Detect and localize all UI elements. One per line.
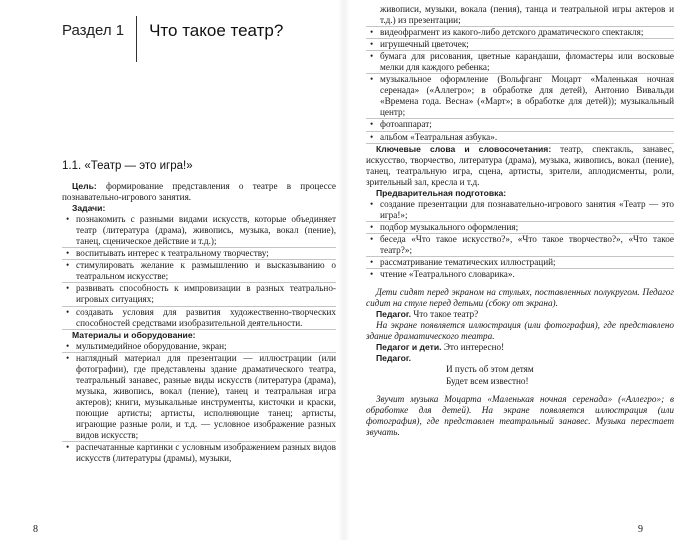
list-item: • создавать условия для развития художественно-творческих способностей средствами изобразительной деятельности. <box>62 306 336 329</box>
bullet-icon: • <box>370 27 374 38</box>
section-label: Раздел 1 <box>62 22 125 39</box>
list-item: • чтение «Театрального словарика». <box>366 268 674 280</box>
section-title: Что такое театр? <box>149 21 284 40</box>
verse-line: Будет всем известно! <box>446 375 529 386</box>
list-item: • наглядный материал для презентации — иллюстрации (или фотографии), где представлены здание драматического театра, театральный занавес, разные виды искусств (литература (драма), музыка, живопись, вокал (пение), танец и театральная игра актеров); книги, музыкальные инструменты, кисточки и краски, поющие артисты; артисты, исполняющие танец; артисты, играющие разные роли, и т.д. — условное изображение разных видов искусств; <box>62 352 336 441</box>
stage-direction: Дети сидят перед экраном на стульях, поставленных полукругом. Педагог сидит на стуле перед детьми (сбоку от экрана). <box>366 287 674 309</box>
bullet-icon: • <box>66 248 70 259</box>
bullet-icon: • <box>370 269 374 280</box>
bullet-icon: • <box>370 233 374 244</box>
speaker: Педагог и дети. <box>376 342 442 353</box>
bullet-icon: • <box>66 260 70 271</box>
page-number-left: 8 <box>33 524 38 535</box>
bullet-icon: • <box>370 131 374 142</box>
bullet-icon: • <box>370 39 374 50</box>
bullet-icon: • <box>370 198 374 209</box>
list-item: • распечатанные картинки с условным изображением разных видов искусств (литературы (драмы), музыки, <box>62 441 336 464</box>
list-item: • создание презентации для познавательно-игрового занятия «Театр — это игра!»; <box>370 198 674 220</box>
materials-list <box>62 341 336 465</box>
list-item: • подбор музыкального оформления; <box>366 221 674 233</box>
prep-list <box>366 199 674 280</box>
left-page <box>0 0 346 540</box>
speaker: Педагог. <box>376 309 412 320</box>
materials-list-continued <box>366 4 674 143</box>
bullet-icon: • <box>66 352 70 363</box>
goal-paragraph <box>62 181 336 203</box>
bullet-icon: • <box>370 221 374 232</box>
bullet-icon: • <box>66 306 70 317</box>
bullet-icon: • <box>66 283 70 294</box>
list-item: • музыкальное оформление (Вольфганг Моцарт «Маленькая ночная серенада» («Аллегро»; в обработке для детей), Антонио Вивальди «Времена года. Весна» («Март»; в обработке для детей)); музыкальный центр; <box>366 73 674 118</box>
bullet-icon: • <box>66 442 70 453</box>
list-item: • воспитывать интерес к театральному творчеству; <box>62 247 336 259</box>
bullet-icon: • <box>370 257 374 268</box>
tasks-label: Задачи: <box>72 203 106 214</box>
list-item: • бумага для рисования, цветные карандаши, фломастеры или восковые мелки для каждого ребенка; <box>366 50 674 73</box>
list-item: • развивать способность к импровизации в разных театрально-игровых ситуациях; <box>62 282 336 305</box>
dialogue-line: Педагог. Что такое театр? <box>376 309 479 320</box>
list-item: • мультимедийное оборудование, экран; <box>66 340 227 351</box>
bullet-icon: • <box>66 340 70 351</box>
speaker: Педагог. <box>376 353 412 364</box>
dialogue-line <box>366 353 674 364</box>
goal-label: Цель: <box>72 181 97 191</box>
tasks-list <box>62 214 336 328</box>
list-item: • фотоаппарат; <box>366 118 674 130</box>
keywords-text: театр, спектакль, занавес, искусство, творчество, литература (драма), музыка, живопись, вокал (пение), танец, театральную игра, сцена, артисты, зрители, аплодисменты, роли, зрительный зал, кресла и т.д. <box>366 143 674 187</box>
bullet-icon: • <box>370 119 374 130</box>
goal-text: формирование представления о театре в процессе познавательно-игрового занятия. <box>62 181 336 203</box>
list-item: • стимулировать желание к размышлению и высказыванию о театральном искусстве; <box>62 259 336 282</box>
keywords-label: Ключевые слова и словосочетания: <box>376 143 552 154</box>
stage-direction: Звучит музыка Моцарта «Маленькая ночная серенада» («Аллегро»; в обработке для детей). На экране появляется иллюстрация (или фотография), где представлен театральный занавес. Музыка перестает звучать. <box>366 393 674 437</box>
section-header <box>62 16 283 62</box>
bullet-icon: • <box>66 214 70 225</box>
verse-line: И пусть об этом детям <box>446 364 534 375</box>
materials-label: Материалы и оборудование: <box>72 329 196 340</box>
prep-label: Предварительная подготовка: <box>376 187 507 198</box>
list-item: • игрушечный цветочек; <box>366 38 674 50</box>
list-item: • беседа «Что такое искусство?», «Что такое творчество?», «Что такое театр?»; <box>366 233 674 256</box>
page-number-right: 9 <box>638 524 643 535</box>
left-body <box>62 181 336 464</box>
list-item: • альбом «Театральная азбука». <box>366 131 674 143</box>
list-item: • видеофрагмент из какого-либо детского драматического спектакля; <box>366 26 674 38</box>
stage-direction: На экране появляется иллюстрация (или фотография), где представлено здание драматического театра. <box>366 320 674 342</box>
list-item: • рассматривание тематических иллюстраций; <box>366 256 674 268</box>
subsection-title: 1.1. «Театр — это игра!» <box>62 160 193 172</box>
dialogue-line: Педагог и дети. Это интересно! <box>376 342 505 353</box>
bullet-icon: • <box>370 51 374 62</box>
list-item: живописи, музыки, вокала (пения), танца и театральной игры актеров и т.д.) из презентации; <box>380 4 674 26</box>
right-page <box>346 0 693 540</box>
right-body <box>366 4 674 438</box>
keywords-paragraph <box>366 143 674 188</box>
bullet-icon: • <box>370 74 374 85</box>
list-item: • познакомить с разными видами искусств, которые объединяет театр (литература (драма), живопись, музыка, вокал (пение), танец, сценическое действие и т.д.); <box>66 214 336 247</box>
section-divider <box>136 16 137 62</box>
